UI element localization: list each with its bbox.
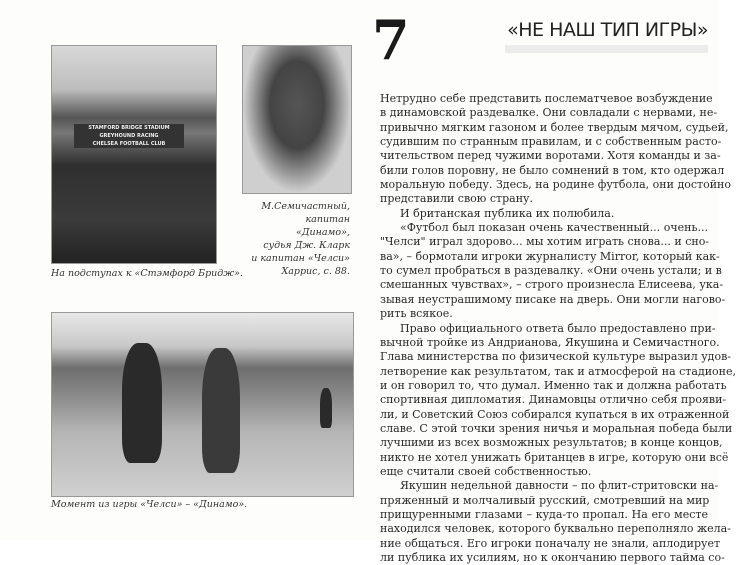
text-line: представили свою страну. <box>380 192 533 206</box>
text-line: рить всякое. <box>380 307 453 321</box>
chapter-title: «НЕ НАШ ТИП ИГРЫ» <box>507 19 708 41</box>
text-line: ние общаться. Его игроки поначалу не знали, аплодирует <box>380 536 721 550</box>
text-line: в динамовской раздевалке. Они совладали с нервами, не- <box>380 106 718 120</box>
caption-line: Харрис, с. 88. <box>281 266 350 277</box>
stadium-sign: CHELSEA FOOTBALL CLUB <box>74 140 184 148</box>
text-line: и он говорил то, что думал. Именно так и должна работать <box>380 378 727 392</box>
text-line: зывая неустрашимому писаке на дверь. Они могли нагово- <box>380 292 726 306</box>
caption-line: капитан «Динамо», <box>295 214 350 238</box>
text-line: еще считали своей собственностью. <box>380 464 592 478</box>
player-figure <box>202 348 240 473</box>
text-line: чительством перед чужими воротами. Хотя команды и за- <box>380 149 721 163</box>
text-line: "Челси" играл здорово... мы хотим играть снова... и сно- <box>380 235 710 249</box>
caption-match: Момент из игры «Челси» – «Динамо». <box>51 499 248 510</box>
faded-subtitle <box>505 45 708 53</box>
text-line: Право официального ответа было предоставлено при- <box>400 321 716 335</box>
text-line: Глава министерства по физической культуре выразил удов- <box>380 350 731 364</box>
text-line: пряженный и молчаливый русский, смотревший на мир <box>380 493 710 507</box>
text-line: И британская публика их полюбила. <box>400 206 615 220</box>
text-line: били голов поровну, не было сомнений в том, кто одержал <box>380 163 725 177</box>
text-line: славе. С этой точки зрения ничья и моральная победа были <box>380 421 733 435</box>
text-line: лучшими из всех возможных результатов; в конце концов, <box>380 436 723 450</box>
chapter-number: 7 <box>372 8 410 72</box>
photo-stadium-crowd <box>51 45 217 264</box>
text-line: судившим по странным правилам, и с собственным расто- <box>380 135 722 149</box>
text-line: никто не хотел унижать британцев в игре, которую они всё <box>380 450 729 464</box>
photo-captains <box>242 45 352 194</box>
photo-match-moment <box>51 312 354 497</box>
text-line: моральную победу. Здесь, на родине футбола, они достойно <box>380 178 732 192</box>
body-text <box>380 92 736 565</box>
text-line: то сумел пробраться в раздевалку. «Они очень устали; и в <box>380 264 722 278</box>
text-line: ли, и Советский Союз собирался купаться в их отраженной <box>380 407 730 421</box>
text-line: находился человек, которого буквально переполняло жела- <box>380 522 731 536</box>
text-line: «Футбол был показан очень качественный... очень... <box>400 221 708 235</box>
text-line: Нетрудно себе представить послематчевое возбуждение <box>380 92 713 105</box>
text-line: ли публика их усилиям, но к окончанию первого тайма со- <box>380 551 725 564</box>
caption-crowd: На подступах к «Стэмфорд Бридж». <box>51 268 243 279</box>
caption-line: и капитан «Челси» <box>251 253 350 264</box>
player-figure <box>122 343 162 463</box>
caption-captains <box>250 200 350 278</box>
text-line: спортивная дипломатия. Динамовцы отлично себя прояви- <box>380 393 727 407</box>
text-line: привычно мягким газоном и более твердым мячом, судьей, <box>380 120 729 134</box>
text-line: смешанных чувствах», – строго произнесла Елисеева, ука- <box>380 278 724 292</box>
caption-line: судья Дж. Кларк <box>263 240 350 251</box>
referee-figure <box>320 388 332 428</box>
text-line: летворение как результатом, так и атмосферой на стадионе, <box>380 364 736 378</box>
text-line: ва», – бормотали игроки журналисту Mirror, который как- <box>380 249 720 263</box>
stadium-sign: STAMFORD BRIDGE STADIUM <box>74 124 184 132</box>
caption-line: М.Семичастный, <box>261 201 350 212</box>
text-line: прищуренными глазами – куда-то пропал. На его месте <box>380 507 708 521</box>
text-line: вычной тройке из Андрианова, Якушина и Семичастного. <box>380 335 720 349</box>
stadium-sign: GREYHOUND RACING <box>74 132 184 140</box>
text-line: Якушин недельной давности – по флит-стритовски на- <box>400 479 719 493</box>
